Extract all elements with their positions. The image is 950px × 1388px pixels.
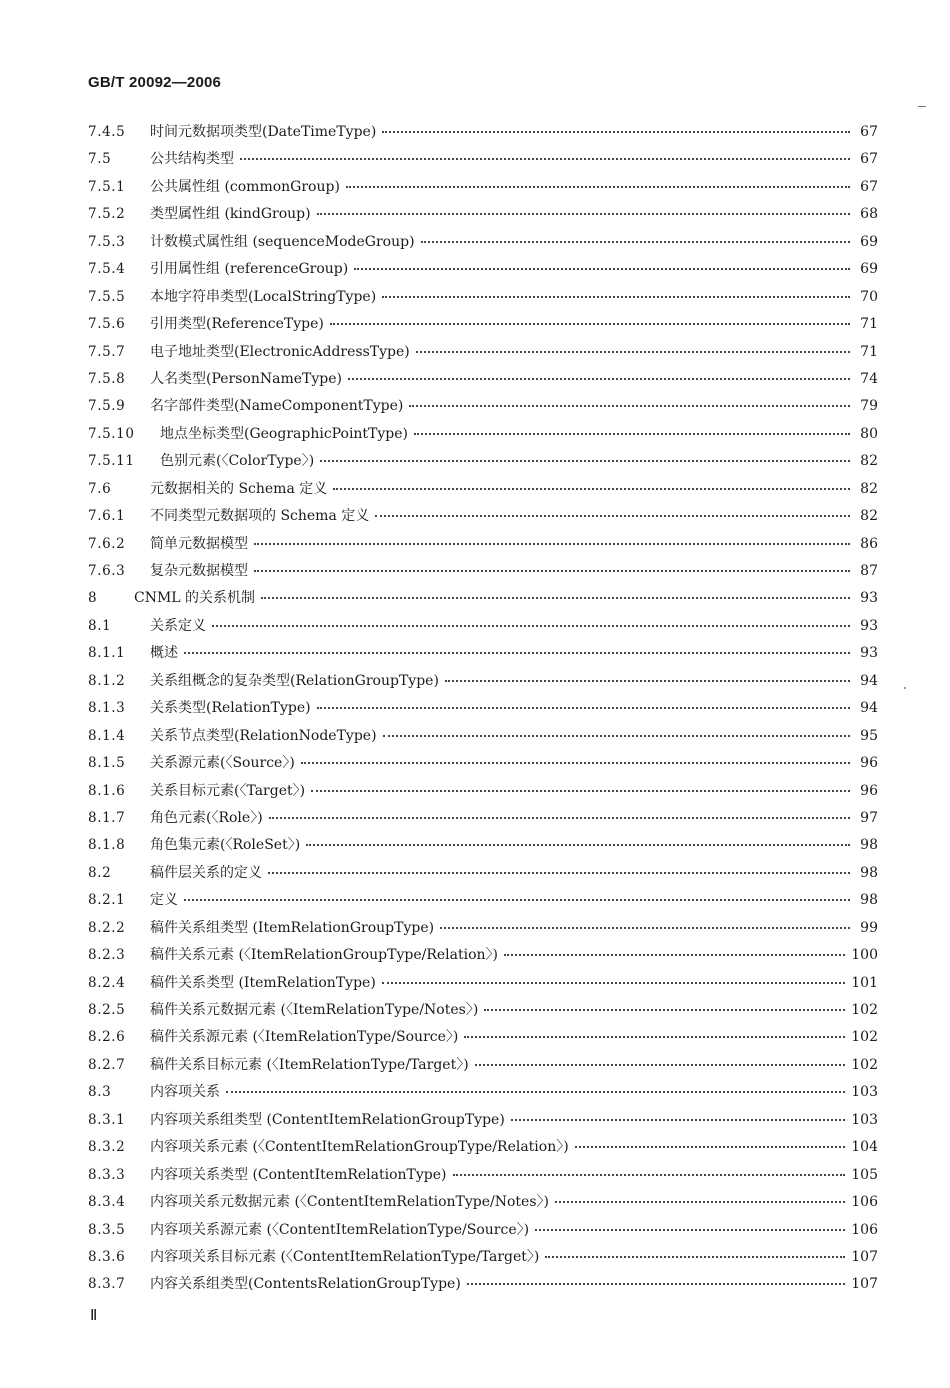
toc-entry[interactable] — [88, 341, 878, 368]
toc-entry-title: 公共属性组 (commonGroup) — [150, 178, 340, 195]
toc-entry-number: 7.5.1 — [88, 178, 126, 195]
toc-entry-title: 色别元素(〈ColorType〉) — [160, 453, 315, 470]
toc-entry-title: 内容项关系类型 (ContentItemRelationType) — [150, 1166, 447, 1183]
toc-entry-title: 时间元数据项类型(DateTimeType) — [150, 124, 377, 140]
toc-entry-title: 复杂元数据模型 — [150, 563, 248, 579]
toc-entry[interactable] — [88, 972, 878, 999]
toc-entry-title: 角色元素(〈Role〉) — [150, 809, 263, 826]
toc-entry[interactable] — [88, 807, 878, 834]
toc-entry-number: 8.2.6 — [88, 1029, 126, 1046]
toc-entry-title: 类型属性组 (kindGroup) — [150, 206, 311, 223]
toc-leader-dots — [409, 405, 850, 407]
toc-entry-page: 102 — [851, 1002, 878, 1018]
toc-entry-title: 简单元数据模型 — [150, 535, 248, 552]
toc-entry-number: 7.5 — [88, 151, 112, 168]
toc-entry-number: 8.2.2 — [88, 919, 126, 936]
scan-speck — [904, 687, 906, 689]
toc-entry-title: 引用类型(ReferenceType) — [150, 316, 324, 333]
toc-entry[interactable] — [88, 999, 878, 1026]
toc-entry-number: 7.5.7 — [88, 343, 126, 360]
toc-entry-page: 94 — [860, 700, 878, 717]
toc-entry-number: 8.2.5 — [88, 1002, 126, 1018]
toc-leader-dots — [575, 1146, 846, 1148]
toc-entry-page: 82 — [860, 480, 878, 497]
toc-leader-dots — [254, 570, 850, 572]
toc-entry-number: 8.3.4 — [88, 1194, 126, 1211]
toc-leader-dots — [333, 488, 850, 490]
toc-entry-title: 不同类型元数据项的 Schema 定义 — [150, 508, 370, 525]
toc-leader-dots — [504, 954, 845, 956]
toc-entry-number: 7.5.2 — [88, 206, 126, 223]
toc-entry-page: 96 — [860, 782, 878, 799]
toc-entry-number: 8.1 — [88, 617, 112, 634]
toc-entry-title: 稿件关系类型 (ItemRelationType) — [150, 974, 376, 991]
toc-leader-dots — [330, 323, 850, 325]
toc-entry-page: 97 — [860, 809, 878, 826]
toc-entry-page: 69 — [860, 233, 878, 250]
toc-entry[interactable] — [88, 780, 878, 807]
toc-entry-page: 74 — [860, 370, 878, 387]
toc-leader-dots — [301, 762, 850, 764]
toc-entry-title: 稿件关系组类型 (ItemRelationGroupType) — [150, 919, 435, 936]
scan-speck — [918, 106, 926, 107]
toc-entry-number: 8.1.5 — [88, 755, 126, 772]
toc-entry-number: 7.5.9 — [88, 398, 126, 415]
toc-entry-number: 8.2.4 — [88, 974, 126, 991]
toc-leader-dots — [545, 1256, 845, 1258]
toc-entry-page: 71 — [860, 316, 878, 333]
toc-leader-dots — [414, 433, 850, 435]
toc-entry-page: 107 — [851, 1248, 878, 1265]
toc-entry-title: 内容项关系元数据元素 (〈ContentItemRelationType/Notes〉) — [150, 1194, 549, 1211]
toc-entry-page: 67 — [860, 124, 878, 140]
toc-entry-title: 计数模式属性组 (sequenceModeGroup) — [150, 233, 415, 250]
table-of-contents — [88, 121, 878, 1301]
toc-entry-page: 94 — [860, 672, 878, 689]
toc-leader-dots — [382, 296, 850, 298]
toc-leader-dots — [555, 1201, 845, 1203]
toc-entry-page: 104 — [851, 1139, 878, 1156]
toc-leader-dots — [421, 241, 850, 243]
toc-entry-number: 8.3.1 — [88, 1111, 126, 1128]
toc-leader-dots — [306, 844, 850, 846]
toc-entry-number: 8.3.5 — [88, 1221, 126, 1238]
toc-entry-title: 关系节点类型(RelationNodeType) — [150, 727, 377, 744]
toc-entry-number: 7.5.8 — [88, 370, 126, 387]
toc-entry-number: 7.5.6 — [88, 316, 126, 333]
toc-entry[interactable] — [88, 313, 878, 340]
toc-entry-number: 7.5.3 — [88, 233, 126, 250]
toc-entry[interactable] — [88, 615, 878, 642]
toc-entry[interactable] — [88, 148, 878, 175]
toc-entry-page: 96 — [860, 755, 878, 772]
toc-entry-number: 7.6.1 — [88, 508, 126, 525]
toc-entry[interactable] — [88, 505, 878, 532]
toc-entry-number: 8.1.7 — [88, 809, 126, 826]
toc-entry-title: 元数据相关的 Schema 定义 — [150, 480, 328, 497]
toc-entry-title: 稿件层关系的定义 — [150, 864, 262, 881]
toc-leader-dots — [445, 680, 850, 682]
toc-entry-title: 内容项关系 — [150, 1084, 220, 1101]
standard-header: GB/T 20092—2006 — [88, 74, 222, 91]
toc-entry[interactable] — [88, 752, 878, 779]
toc-entry-number: 8.3.3 — [88, 1166, 126, 1183]
toc-entry-number: 8 — [88, 590, 98, 607]
toc-leader-dots — [184, 899, 850, 901]
toc-entry-title: 内容项关系源元素 (〈ContentItemRelationType/Source〉) — [150, 1221, 530, 1238]
toc-leader-dots — [212, 625, 850, 627]
toc-entry-title: 公共结构类型 — [150, 151, 234, 168]
toc-entry-number: 8.2.7 — [88, 1056, 126, 1073]
toc-entry[interactable] — [88, 670, 878, 697]
toc-entry[interactable] — [88, 1136, 878, 1163]
toc-entry-page: 69 — [860, 261, 878, 278]
toc-entry-page: 98 — [860, 892, 878, 909]
toc-leader-dots — [382, 982, 845, 984]
toc-entry-number: 8.1.8 — [88, 837, 126, 854]
toc-entry-page: 100 — [851, 947, 878, 964]
toc-entry[interactable] — [88, 368, 878, 395]
toc-entry-title: 名字部件类型(NameComponentType) — [150, 398, 404, 415]
toc-leader-dots — [416, 351, 850, 353]
toc-entry-page: 93 — [860, 590, 878, 607]
toc-leader-dots — [484, 1009, 845, 1011]
toc-entry-title: 角色集元素(〈RoleSet〉) — [150, 837, 301, 854]
toc-entry-title: 关系目标元素(〈Target〉) — [150, 782, 306, 799]
toc-entry-number: 8.1.4 — [88, 727, 126, 744]
toc-entry-page: 68 — [860, 206, 878, 223]
toc-entry-number: 8.2 — [88, 864, 112, 881]
toc-leader-dots — [382, 131, 850, 133]
toc-entry-number: 7.4.5 — [88, 124, 126, 140]
toc-entry-number: 8.3.2 — [88, 1139, 126, 1156]
toc-leader-dots — [453, 1174, 846, 1176]
toc-entry-title: 稿件关系目标元素 (〈ItemRelationType/Target〉) — [150, 1056, 469, 1073]
toc-leader-dots — [346, 186, 850, 188]
toc-entry-title: 内容项关系元素 (〈ContentItemRelationGroupType/Relation〉) — [150, 1139, 569, 1156]
toc-entry[interactable] — [88, 1109, 878, 1136]
toc-leader-dots — [261, 597, 850, 599]
toc-entry[interactable] — [88, 258, 878, 285]
toc-entry[interactable] — [88, 533, 878, 560]
toc-entry[interactable] — [88, 560, 878, 587]
toc-entry[interactable] — [88, 587, 878, 614]
toc-entry-number: 8.1.1 — [88, 645, 126, 662]
toc-leader-dots — [317, 707, 850, 709]
toc-entry-page: 106 — [851, 1194, 878, 1211]
toc-entry-title: 关系定义 — [150, 617, 206, 634]
toc-entry[interactable] — [88, 1081, 878, 1108]
toc-leader-dots — [475, 1064, 846, 1066]
toc-entry[interactable] — [88, 1191, 878, 1218]
toc-entry-number: 7.5.5 — [88, 288, 126, 305]
toc-entry-title: 关系组概念的复杂类型(RelationGroupType) — [150, 672, 439, 689]
toc-entry[interactable] — [88, 1219, 878, 1246]
toc-entry-number: 8.1.6 — [88, 782, 126, 799]
toc-entry-number: 7.5.4 — [88, 261, 126, 278]
toc-leader-dots — [268, 872, 850, 874]
toc-entry-page: 102 — [851, 1029, 878, 1046]
toc-entry-title: 人名类型(PersonNameType) — [150, 370, 342, 387]
toc-entry-number: 8.2.1 — [88, 892, 126, 909]
toc-entry-page: 80 — [860, 425, 878, 442]
toc-entry-number: 8.3 — [88, 1084, 112, 1101]
toc-leader-dots — [511, 1119, 845, 1121]
toc-entry[interactable] — [88, 395, 878, 422]
toc-entry[interactable] — [88, 203, 878, 230]
toc-leader-dots — [184, 652, 850, 654]
toc-entry-title: 定义 — [150, 892, 178, 909]
toc-entry-page: 101 — [851, 974, 878, 991]
toc-entry-page: 106 — [851, 1221, 878, 1238]
toc-leader-dots — [464, 1036, 845, 1038]
toc-entry[interactable] — [88, 1026, 878, 1053]
toc-entry-page: 98 — [860, 864, 878, 881]
toc-entry-page: 98 — [860, 837, 878, 854]
page-number: Ⅱ — [90, 1306, 98, 1324]
toc-entry-title: 电子地址类型(ElectronicAddressType) — [150, 343, 410, 360]
toc-entry-title: CNML 的关系机制 — [134, 590, 256, 607]
toc-entry-page: 102 — [851, 1056, 878, 1073]
toc-leader-dots — [311, 790, 850, 792]
toc-entry-number: 8.1.3 — [88, 700, 126, 717]
toc-entry-page: 67 — [860, 178, 878, 195]
toc-entry-page: 103 — [851, 1111, 878, 1128]
toc-entry[interactable] — [88, 1246, 878, 1273]
toc-entry[interactable] — [88, 478, 878, 505]
toc-leader-dots — [535, 1229, 845, 1231]
toc-entry-title: 概述 — [150, 645, 178, 662]
toc-entry-number: 8.3.6 — [88, 1248, 126, 1265]
toc-entry-title: 本地字符串类型(LocalStringType) — [150, 288, 377, 305]
toc-leader-dots — [348, 378, 850, 380]
toc-entry-page: 70 — [860, 288, 878, 305]
toc-leader-dots — [440, 927, 850, 929]
toc-entry-number: 7.6.3 — [88, 563, 126, 579]
toc-entry[interactable] — [88, 1273, 878, 1300]
toc-entry-number: 7.6.2 — [88, 535, 126, 552]
toc-entry[interactable] — [88, 697, 878, 724]
toc-entry[interactable] — [88, 862, 878, 889]
toc-entry-page: 82 — [860, 453, 878, 470]
toc-entry-page: 107 — [851, 1276, 878, 1293]
toc-entry-page: 99 — [860, 919, 878, 936]
toc-entry-page: 93 — [860, 617, 878, 634]
toc-entry-number: 7.5.10 — [88, 425, 135, 442]
toc-entry-page: 95 — [860, 727, 878, 744]
toc-entry[interactable] — [88, 231, 878, 258]
toc-entry-page: 71 — [860, 343, 878, 360]
toc-entry[interactable] — [88, 121, 878, 148]
toc-entry[interactable] — [88, 834, 878, 861]
toc-entry-page: 86 — [860, 535, 878, 552]
toc-entry-page: 82 — [860, 508, 878, 525]
toc-entry-number: 8.3.7 — [88, 1276, 126, 1293]
toc-leader-dots — [467, 1283, 845, 1285]
toc-leader-dots — [320, 460, 850, 462]
toc-entry[interactable] — [88, 642, 878, 669]
toc-entry-page: 79 — [860, 398, 878, 415]
toc-entry-number: 8.2.3 — [88, 947, 126, 964]
toc-entry-title: 引用属性组 (referenceGroup) — [150, 261, 349, 278]
toc-entry[interactable] — [88, 944, 878, 971]
toc-entry-title: 稿件关系元数据元素 (〈ItemRelationType/Notes〉) — [150, 1002, 479, 1018]
toc-entry[interactable] — [88, 423, 878, 450]
toc-leader-dots — [354, 268, 850, 270]
toc-entry-page: 93 — [860, 645, 878, 662]
toc-entry-title: 关系源元素(〈Source〉) — [150, 755, 295, 772]
toc-entry-title: 内容项关系组类型 (ContentItemRelationGroupType) — [150, 1111, 505, 1128]
toc-entry-title: 内容关系组类型(ContentsRelationGroupType) — [150, 1276, 461, 1293]
toc-entry-title: 地点坐标类型(GeographicPointType) — [160, 425, 409, 442]
toc-leader-dots — [269, 817, 850, 819]
toc-entry-title: 稿件关系源元素 (〈ItemRelationType/Source〉) — [150, 1029, 459, 1046]
toc-entry[interactable] — [88, 450, 878, 477]
toc-leader-dots — [226, 1091, 845, 1093]
toc-leader-dots — [254, 543, 850, 545]
toc-entry[interactable] — [88, 1164, 878, 1191]
toc-entry[interactable] — [88, 176, 878, 203]
toc-entry-number: 8.1.2 — [88, 672, 126, 689]
toc-leader-dots — [240, 158, 850, 160]
toc-entry-page: 105 — [851, 1166, 878, 1183]
toc-entry[interactable] — [88, 286, 878, 313]
toc-entry-page: 103 — [851, 1084, 878, 1101]
toc-entry[interactable] — [88, 917, 878, 944]
toc-entry-number: 7.6 — [88, 480, 112, 497]
toc-entry-title: 内容项关系目标元素 (〈ContentItemRelationType/Target〉) — [150, 1248, 540, 1265]
toc-entry-title: 关系类型(RelationType) — [150, 700, 311, 717]
toc-leader-dots — [383, 735, 850, 737]
toc-entry-page: 87 — [860, 563, 878, 579]
toc-entry[interactable] — [88, 1054, 878, 1081]
toc-entry-number: 7.5.11 — [88, 453, 135, 470]
toc-entry-title: 稿件关系元素 (〈ItemRelationGroupType/Relation〉) — [150, 947, 498, 964]
toc-entry[interactable] — [88, 725, 878, 752]
toc-leader-dots — [317, 213, 850, 215]
toc-entry[interactable] — [88, 889, 878, 916]
toc-leader-dots — [375, 515, 850, 517]
toc-entry-page: 67 — [860, 151, 878, 168]
